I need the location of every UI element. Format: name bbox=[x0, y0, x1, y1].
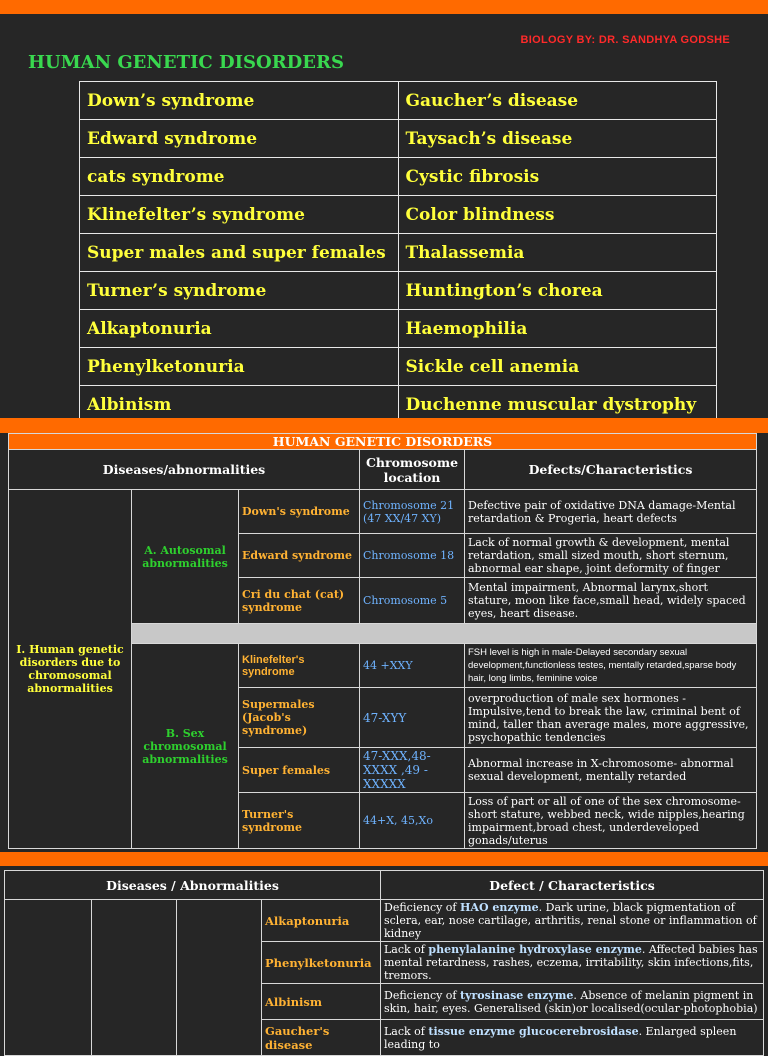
disease-name: Super females bbox=[239, 748, 360, 793]
disorder-row bbox=[80, 82, 717, 120]
empty-group-cell bbox=[92, 900, 177, 1056]
defect-text: Abnormal increase in X-chromosome- abnormal sexual development, mentally retarded bbox=[465, 748, 757, 793]
disorder-name-right: Haemophilia bbox=[398, 310, 717, 348]
defect-text: Lack of tissue enzyme glucocerebrosidase. Enlarged spleen leading to bbox=[381, 1020, 764, 1056]
disorder-name-left: Down’s syndrome bbox=[80, 82, 399, 120]
disease-name: Gaucher's disease bbox=[262, 1020, 381, 1056]
disease-name: Phenylketonuria bbox=[262, 942, 381, 984]
disorder-name-right: Color blindness bbox=[398, 196, 717, 234]
defect-text: Mental impairment, Abnormal larynx,short stature, moon like face,small head, widely spaced eyes, heart disease. bbox=[465, 578, 757, 624]
disorder-name-left: Alkaptonuria bbox=[80, 310, 399, 348]
disorder-row bbox=[80, 196, 717, 234]
header-diseases: Diseases / Abnormalities bbox=[5, 871, 381, 900]
disorder-row bbox=[80, 386, 717, 419]
slide-divider-1 bbox=[0, 418, 768, 433]
disorder-row bbox=[80, 310, 717, 348]
disorder-name-left: cats syndrome bbox=[80, 158, 399, 196]
disorder-row bbox=[80, 348, 717, 386]
disease-name: Down's syndrome bbox=[239, 490, 360, 534]
disorder-name-right: Sickle cell anemia bbox=[398, 348, 717, 386]
defect-text: overproduction of male sex hormones - Impulsive,tend to break the law, criminal bent of mind, taller than average males, more aggressive, psychopathic tendencies bbox=[465, 688, 757, 748]
enzyme-name: tyrosinase enzyme bbox=[460, 988, 574, 1002]
chromosome-location: 44+X, 45,Xo bbox=[360, 793, 465, 849]
chromosome-location: Chromosome 21 (47 XX/47 XY) bbox=[360, 490, 465, 534]
enzyme-name: tissue enzyme glucocerebrosidase bbox=[428, 1024, 639, 1038]
disorder-name-left: Edward syndrome bbox=[80, 120, 399, 158]
disease-name: Albinism bbox=[262, 984, 381, 1020]
disorder-name-right: Huntington’s chorea bbox=[398, 272, 717, 310]
disorder-row bbox=[80, 158, 717, 196]
chromosome-location: 47-XYY bbox=[360, 688, 465, 748]
disorder-name-right: Thalassemia bbox=[398, 234, 717, 272]
chromosome-location: Chromosome 5 bbox=[360, 578, 465, 624]
disease-name: Edward syndrome bbox=[239, 534, 360, 578]
disorder-row bbox=[80, 234, 717, 272]
disorder-name-left: Klinefelter’s syndrome bbox=[80, 196, 399, 234]
defect-text: Deficiency of HAO enzyme. Dark urine, black pigmentation of sclera, ear, nose cartilage, arthritis, renal stone or inflammation of kidney bbox=[381, 900, 764, 942]
disease-name: Klinefelter's syndrome bbox=[239, 644, 360, 688]
disorder-name-right: Taysach’s disease bbox=[398, 120, 717, 158]
credit-text: BIOLOGY BY: DR. SANDHYA GODSHE bbox=[520, 34, 730, 46]
disease-name: Alkaptonuria bbox=[262, 900, 381, 942]
empty-group-cell bbox=[177, 900, 262, 1056]
header-diseases: Diseases/abnormalities bbox=[9, 450, 360, 490]
disorder-row bbox=[80, 272, 717, 310]
enzyme-name: HAO enzyme bbox=[460, 901, 539, 914]
disorder-name-right: Gaucher’s disease bbox=[398, 82, 717, 120]
header-defects: Defects/Characteristics bbox=[465, 450, 757, 490]
disorder-name-left: Phenylketonuria bbox=[80, 348, 399, 386]
defect-text: FSH level is high in male-Delayed secondary sexual development,functionless testes, mentally retarded,sparse body hair, long limbs, feminine voice bbox=[465, 644, 757, 688]
slide-divider-2 bbox=[0, 852, 768, 866]
header-chromosome: Chromosome location bbox=[360, 450, 465, 490]
chromosomal-disorders-table bbox=[8, 433, 757, 849]
disease-name: Supermales (Jacob's syndrome) bbox=[239, 688, 360, 748]
group-autosomal: A. Autosomal abnormalities bbox=[132, 490, 239, 624]
disorder-name-right: Duchenne muscular dystrophy bbox=[398, 386, 717, 419]
header-defects: Defect / Characteristics bbox=[381, 871, 764, 900]
chromosome-location: Chromosome 18 bbox=[360, 534, 465, 578]
disorder-name-left: Turner’s syndrome bbox=[80, 272, 399, 310]
group-sex-chromosomal: B. Sex chromosomal abnormalities bbox=[132, 644, 239, 849]
defect-text: Defective pair of oxidative DNA damage-Mental retardation & Progeria, heart defects bbox=[465, 490, 757, 534]
disorder-name-left: Super males and super females bbox=[80, 234, 399, 272]
disorder-row bbox=[80, 120, 717, 158]
chromosome-location: 44 +XXY bbox=[360, 644, 465, 688]
top-accent-bar bbox=[0, 0, 768, 14]
disorder-name-right: Cystic fibrosis bbox=[398, 158, 717, 196]
disorders-list-table bbox=[79, 81, 717, 418]
enzyme-name: phenylalanine hydroxylase enzyme bbox=[428, 943, 642, 956]
separator-row bbox=[132, 624, 757, 644]
empty-group-cell bbox=[5, 900, 92, 1056]
metabolic-disorders-table bbox=[4, 870, 764, 1056]
disease-name: Cri du chat (cat) syndrome bbox=[239, 578, 360, 624]
defect-text: Deficiency of tyrosinase enzyme. Absence of melanin pigment in skin, hair, eyes. Generalised (skin)or localised(ocular-photophobia) bbox=[381, 984, 764, 1020]
defect-text: Lack of normal growth & development, mental retardation, small sized mouth, short sternum, abnormal ear shape, joint deformity of finger bbox=[465, 534, 757, 578]
disease-name: Turner's syndrome bbox=[239, 793, 360, 849]
group-chromosomal: I. Human genetic disorders due to chromosomal abnormalities bbox=[9, 490, 132, 849]
slide-1 bbox=[0, 14, 768, 418]
disorder-name-left: Albinism bbox=[80, 386, 399, 419]
defect-text: Loss of part or all of one of the sex chromosome- short stature, webbed neck, wide nipples,hearing impairment,broad chest, underdeveloped gonads/uterus bbox=[465, 793, 757, 849]
chromosome-location: 47-XXX,48-XXXX ,49 -XXXXX bbox=[360, 748, 465, 793]
slide-1-title: HUMAN GENETIC DISORDERS bbox=[28, 52, 344, 73]
defect-text: Lack of phenylalanine hydroxylase enzyme. Affected babies has mental retardness, rashes, eczema, irritability, skin infections,fits, tremors. bbox=[381, 942, 764, 984]
table-caption: HUMAN GENETIC DISORDERS bbox=[9, 434, 757, 450]
